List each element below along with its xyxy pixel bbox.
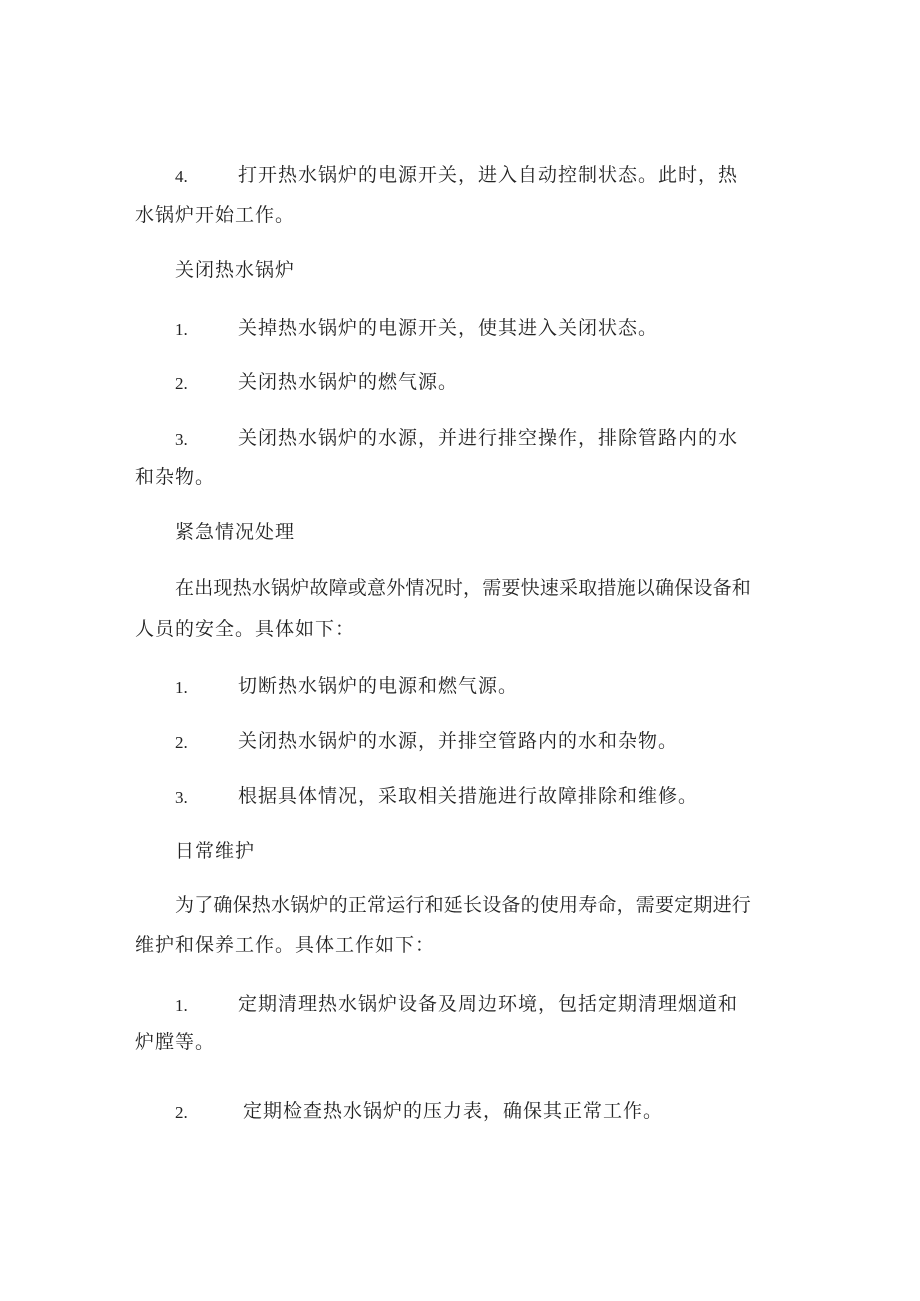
paragraph-text-continued: 人员的安全。具体如下：	[135, 618, 356, 640]
list-number: 1.	[175, 678, 188, 697]
list-item-text: 关闭热水锅炉的燃气源。	[238, 371, 459, 393]
list-item-text-continued: 炉膛等。	[135, 1031, 216, 1053]
list-number: 3.	[175, 430, 188, 449]
list-number: 1.	[175, 320, 188, 339]
list-number: 1.	[175, 996, 188, 1015]
list-item-text: 关闭热水锅炉的水源，并进行排空操作，排除管路内的水	[238, 427, 739, 449]
section-heading-emergency: 紧急情况处理	[175, 521, 296, 543]
list-item-text: 定期检查热水锅炉的压力表，确保其正常工作。	[243, 1100, 664, 1122]
paragraph-text-continued: 维护和保养工作。具体工作如下：	[135, 934, 436, 956]
list-number: 4.	[175, 167, 188, 186]
list-item-text: 关闭热水锅炉的水源，并排空管路内的水和杂物。	[238, 730, 679, 752]
list-number: 3.	[175, 788, 188, 807]
list-item-text-continued: 水锅炉开始工作。	[135, 204, 296, 226]
section-heading-close: 关闭热水锅炉	[175, 259, 296, 281]
list-number: 2.	[175, 733, 188, 752]
list-item-text: 根据具体情况，采取相关措施进行故障排除和维修。	[238, 785, 699, 807]
list-item-text: 定期清理热水锅炉设备及周边环境，包括定期清理烟道和	[238, 993, 739, 1015]
section-heading-maintenance: 日常维护	[175, 840, 256, 862]
list-item-text: 打开热水锅炉的电源开关，进入自动控制状态。此时，热	[238, 164, 739, 186]
list-number: 2.	[175, 1103, 188, 1122]
list-item-text: 切断热水锅炉的电源和燃气源。	[238, 675, 519, 697]
list-item-text-continued: 和杂物。	[135, 466, 216, 488]
paragraph-text: 为了确保热水锅炉的正常运行和延长设备的使用寿命，需要定期进行	[175, 894, 752, 916]
paragraph-text: 在出现热水锅炉故障或意外情况时，需要快速采取措施以确保设备和	[175, 577, 752, 599]
list-item-text: 关掉热水锅炉的电源开关，使其进入关闭状态。	[238, 317, 659, 339]
list-number: 2.	[175, 374, 188, 393]
